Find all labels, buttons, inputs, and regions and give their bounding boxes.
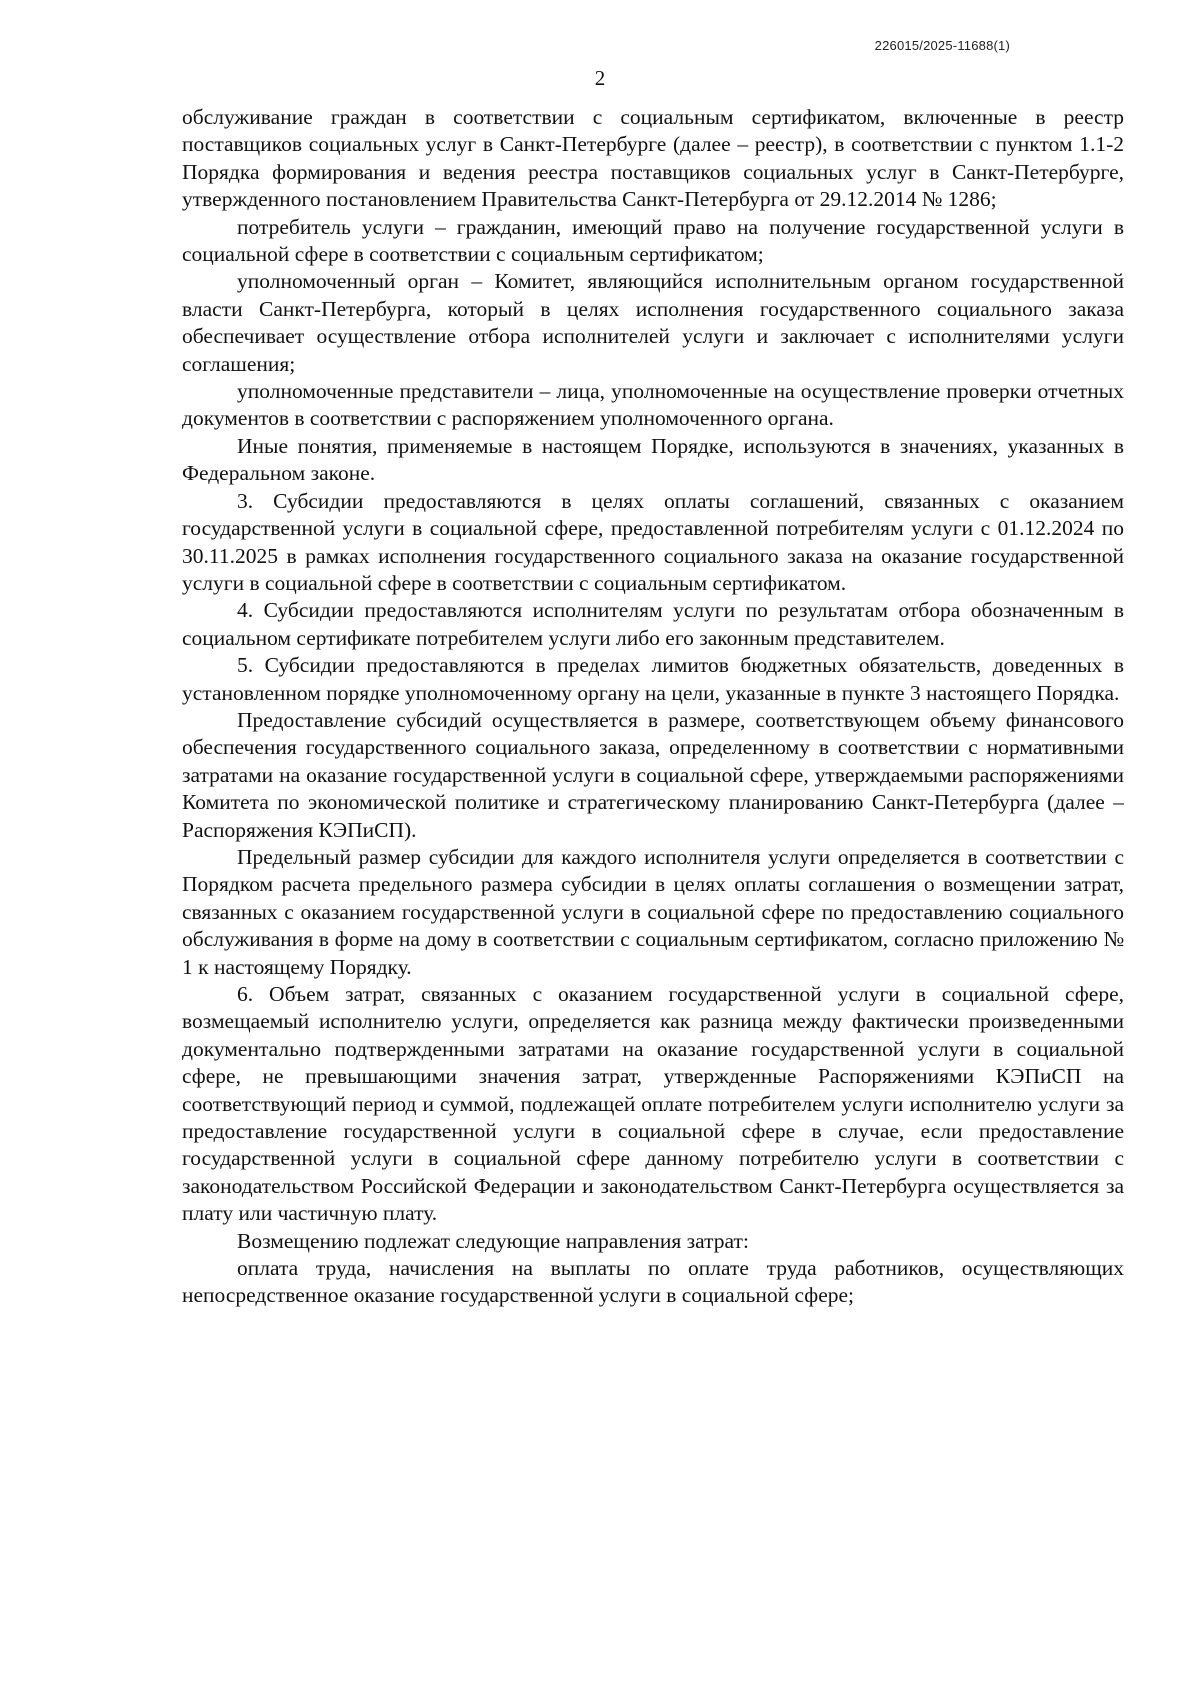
document-body [182, 104, 1124, 1310]
paragraph: 6. Объем затрат, связанных с оказанием государственной услуги в социальной сфере, возмещаемый исполнителю услуги, определяется как разница между фактически произведенными документально подтвержденными затратами на оказание государственной услуги в социальной сфере, не превышающими значения затрат, утвержденные Распоряжениями КЭПиСП на соответствующий период и суммой, подлежащей оплате потребителем услуги исполнителю услуги за предоставление государственной услуги в социальной сфере в случае, если предоставление государственной услуги в социальной сфере данному потребителю услуги в соответствии с законодательством Российской Федерации и законодательством Санкт-Петербурга осуществляется за плату или частичную плату. [182, 982, 1124, 1226]
paragraph: Предельный размер субсидии для каждого исполнителя услуги определяется в соответствии с Порядком расчета предельного размера субсидии в целях оплаты соглашения о возмещении затрат, связанных с оказанием государственной услуги в социальной сфере по предоставлению социального обслуживания в форме на дому в соответствии с социальным сертификатом, согласно приложению № 1 к настоящему Порядку. [182, 844, 1124, 979]
paragraph: 4. Субсидии предоставляются исполнителям услуги по результатам отбора обозначенным в социальном сертификате потребителем услуги либо его законным представителем. [182, 598, 1124, 650]
paragraph: Возмещению подлежат следующие направления затрат: [237, 1228, 749, 1253]
paragraph: Предоставление субсидий осуществляется в размере, соответствующем объему финансового обеспечения государственного социального заказа, определенному в соответствии с нормативными затратами на оказание государственной услуги в социальной сфере, утверждаемыми распоряжениями Комитета по экономической политике и стратегическому планированию Санкт-Петербурга (далее – Распоряжения КЭПиСП). [182, 707, 1124, 842]
paragraph: потребитель услуги – гражданин, имеющий право на получение государственной услуги в социальной сфере в соответствии с социальным сертификатом; [182, 214, 1124, 267]
paragraph: обслуживание граждан в соответствии с социальным сертификатом, включенные в реестр поставщиков социальных услуг в Санкт-Петербурге (далее – реестр), в соответствии с пунктом 1.1-2 Порядка формирования и ведения реестра поставщиков социальных услуг в Санкт-Петербурге, утвержденного постановлением Правительства Санкт-Петербурга от 29.12.2014 № 1286; [182, 105, 1124, 212]
paragraph: 5. Субсидии предоставляются в пределах лимитов бюджетных обязательств, доведенных в установленном порядке уполномоченному органу на цели, указанные в пункте 3 настоящего Порядка. [182, 653, 1124, 705]
paragraph: Иные понятия, применяемые в настоящем Порядке, используются в значениях, указанных в Федеральном законе. [182, 433, 1124, 486]
paragraph: уполномоченный орган – Комитет, являющийся исполнительным органом государственной власти Санкт-Петербурга, который в целях исполнения государственного социального заказа обеспечивает осуществление отбора исполнителей услуги и заключает с исполнителями услуги соглашения; [182, 269, 1124, 376]
document-reference-number: 226015/2025-11688(1) [874, 38, 1010, 53]
paragraph: 3. Субсидии предоставляются в целях оплаты соглашений, связанных с оказанием государственной услуги в социальной сфере, предоставленной потребителям услуги с 01.12.2024 по 30.11.2025 в рамках исполнения государственного социального заказа на оказание государственной услуги в социальной сфере в соответствии с социальным сертификатом. [182, 488, 1124, 595]
paragraph: уполномоченные представители – лица, уполномоченные на осуществление проверки отчетных документов в соответствии с распоряжением уполномоченного органа. [182, 379, 1124, 431]
page-number: 2 [594, 66, 606, 90]
paragraph: оплата труда, начисления на выплаты по оплате труда работников, осуществляющих непосредственное оказание государственной услуги в социальной сфере; [182, 1256, 1124, 1308]
